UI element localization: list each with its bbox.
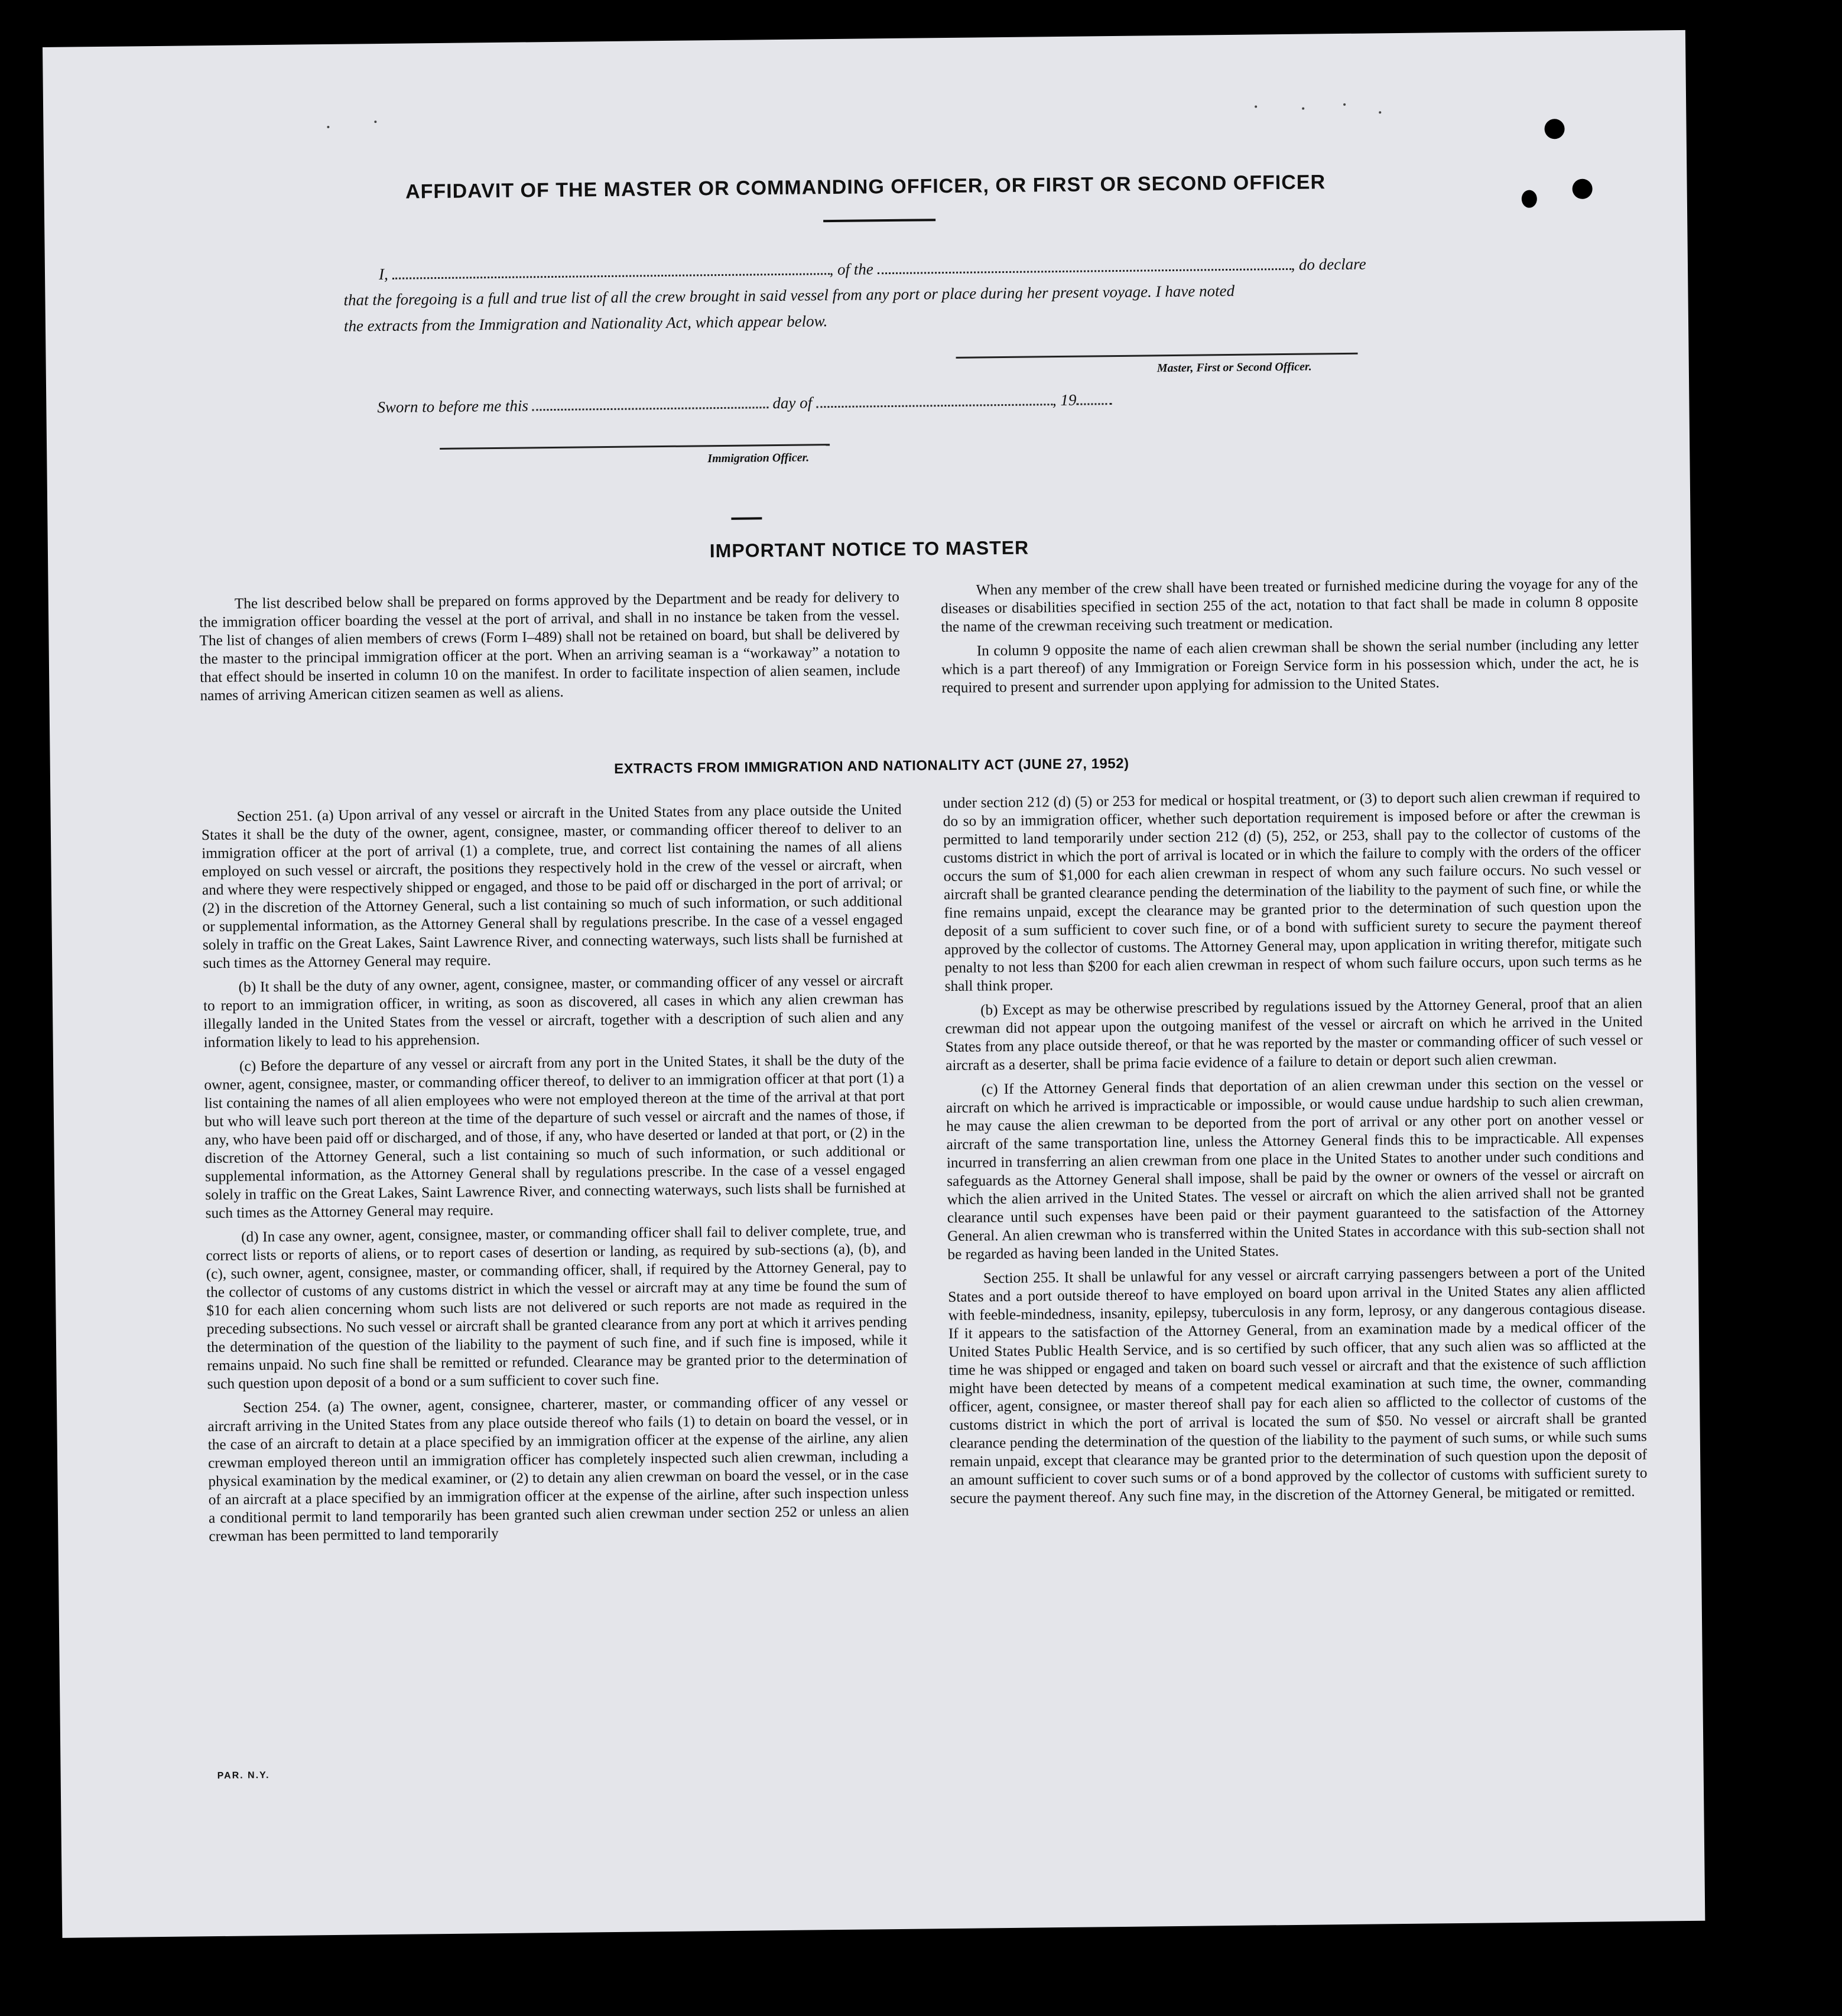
sworn-month-blank[interactable] xyxy=(816,401,1052,408)
page-title: AFFIDAVIT OF THE MASTER OR COMMANDING OFFICER, OR FIRST OR SECOND OFFICER xyxy=(405,171,1326,203)
day-of-label: day of xyxy=(772,394,813,412)
extract-paragraph: under section 212 (d) (5) or 253 for medical or hospital treatment, or (3) to deport such alien crewman if required to do so by an immigration officer, whether such deportation requirement is imposed before or after the crewman is permitted to land temporarily under section 212 (d) (5), 252, or 253, shall pay to the collector of customs of the customs district in which the port of arrival is located or in which the failure to comply with the orders of the officer occurs the sum of $1,000 for each alien crewman in respect of whom any such failure occurs. No such vessel or aircraft shall be granted clearance pending the determination of the liability to the payment of such fine, or while the fine remains unpaid, except the clearance may be granted prior to the determination of such question upon the deposit of a sum sufficient to cover such fine, or of a bond with sufficient surety to secure the payment thereof approved by the collector of customs. The Attorney General may, upon application in writing therefor, mitigate such penalty to not less than $200 for each alien crewman in respect of whom such failure occurs, upon such terms as he shall think proper. xyxy=(943,787,1642,995)
extract-paragraph: Section 255. It shall be unlawful for any vessel or aircraft carrying passengers between a port of the United States and a port outside thereof to have employed on board upon arrival in the United States any alien afflicted with feeble-mindedness, insanity, epilepsy, tuberculosis in any form, leprosy, or any dangerous contagious disease. If it appears to the satisfaction of the Attorney General, from an examination made by a medical officer of the United States Public Health Service, and is so certified by such officer, that any such alien was so afflicted at the time he was shipped or engaged and taken on board such vessel or aircraft and that the existence of such affliction might have been detected by means of a competent medical examination at such time, the owner, commanding officer, agent, consignee, or master thereof shall pay for each alien so afflicted to the collector of customs of the customs district in which the port of arrival is located the sum of $50. No vessel or aircraft shall be granted clearance pending the determination of the question of the liability to the payment of such sums, or while such sums remain unpaid, except that clearance may be granted prior to the determination of such question upon the deposit of an amount sufficient to cover such sums or of a bond approved by the collector of customs with sufficient surety to secure the payment thereof. Any such fine may, in the discretion of the Attorney General, be mitigated or remitted. xyxy=(948,1263,1648,1507)
notice-right-paragraph-1: When any member of the crew shall have been treated or furnished medicine during the voyage for any of the diseases or disabilities specified in section 255 of the act, notation to that fact shall be made in column 8 opposite the name of the crewman receiving such treatment or medication. xyxy=(940,574,1639,636)
document-page xyxy=(43,30,1705,1938)
extracts-right-column xyxy=(943,787,1648,1514)
do-declare-label: , do declare xyxy=(1291,255,1366,274)
extract-paragraph: (d) In case any owner, agent, consignee, master, or commanding officer shall fail to deliver complete, true, and correct lists or reports of aliens, or to report cases of desertion or landing, as required by sub-sections (a), (b), and (c), such owner, agent, consignee, master, or commanding officer, shall, if required by the Attorney General, pay to the collector of customs of any customs district in which the vessel or aircraft may at any time be found the sum of $10 for each alien concerning whom such lists are not delivered or such reports are not made as required in the preceding subsections. No such vessel or aircraft shall be granted clearance from any port at which it arrives pending the determination of the question of the liability to the payment of such fine, and if such fine is imposed, while it remains unpaid. No such fine shall be remitted or refunded. Clearance may be granted prior to the determination of such question upon deposit of a bond or a sum sufficient to cover such fine. xyxy=(206,1221,908,1393)
extract-paragraph: (b) It shall be the duty of any owner, agent, consignee, master, or commanding officer of any vessel or aircraft to report to an immigration officer, in writing, as soon as discovered, all cases in which any alien crewman has illegally landed in the United States from the vessel or aircraft, together with a description of such alien and any information likely to lead to his apprehension. xyxy=(203,971,904,1051)
of-the-label: , of the xyxy=(829,260,873,279)
affidavit-line-1 xyxy=(379,255,1366,284)
extract-paragraph: (c) If the Attorney General finds that deportation of an alien crewman under this section on the vessel or aircraft on which he arrived is impracticable or impossible, or would cause undue hardship to such alien crewman, he may cause the alien crewman to be deported from the port of arrival or any other port on another vessel or aircraft of the same transportation line, unless the Attorney General finds this to be impracticable. All expenses incurred in transferring an alien crewman from one place in the United States to another under such conditions and safeguards as the Attorney General shall impose, shall be paid by the owner or owners of the vessel or aircraft on which the alien arrived in the United States. The vessel or aircraft on which the alien arrived shall not be granted clearance until such expenses have been paid or their payment guaranteed to the satisfaction of the Attorney General. An alien crewman who is transferred within the United States in accordance with this sub-section shall not be regarded as having been landed in the United States. xyxy=(946,1074,1645,1263)
vessel-blank[interactable] xyxy=(878,266,1291,274)
immigration-officer-caption: Immigration Officer. xyxy=(707,451,810,466)
sworn-line xyxy=(377,391,1112,417)
section-divider xyxy=(731,517,762,520)
immigration-officer-signature-line[interactable] xyxy=(440,444,830,450)
extract-paragraph: (c) Before the departure of any vessel or aircraft from any port in the United States, it shall be the duty of the owner, agent, consignee, master, or commanding officer thereof, to deliver to an immigration officer at that port (1) a list containing the names of all alien employees who were not employed thereon at the time of the arrival at that port but who will leave such port thereon at the time of the departure of such vessel or aircraft and the names of those, if any, who have been paid off or discharged, and of those, if any, who have deserted or landed at that port, or (2) in the discretion of the Attorney General, such a list containing so much of such information, or such additional or supplemental information, as the Attorney General shall by regulations prescribe. In the case of a vessel engaged solely in traffic on the Great Lakes, Saint Lawrence River, and connecting waterways, such lists shall be furnished at such times as the Attorney General may require. xyxy=(204,1051,906,1222)
notice-right-column xyxy=(941,574,1639,703)
year-label: , 19 xyxy=(1052,391,1077,409)
title-rule xyxy=(823,219,935,222)
sworn-label: Sworn to before me this xyxy=(377,396,529,417)
punch-hole xyxy=(1544,119,1564,139)
extracts-heading: EXTRACTS FROM IMMIGRATION AND NATIONALITY ACT (JUNE 27, 1952) xyxy=(613,755,1129,777)
notice-right-paragraph-2: In column 9 opposite the name of each alien crewman shall be shown the serial number (including any letter which is a part thereof) of any Immigration or Foreign Service form in his possession which, under the act, he is required to present and surrender upon applying for admission to the United States. xyxy=(941,635,1639,697)
sworn-year-blank[interactable] xyxy=(1076,401,1112,405)
sworn-day-blank[interactable] xyxy=(532,404,769,411)
notice-left-column xyxy=(199,588,901,711)
master-caption: Master, First or Second Officer. xyxy=(1156,360,1312,375)
affidavit-line-2: that the foregoing is a full and true list of all the crew brought in said vessel from any port or place during her present voyage. I have noted xyxy=(343,281,1235,309)
extract-paragraph: Section 254. (a) The owner, agent, consignee, charterer, master, or commanding officer of any vessel or aircraft arriving in the United States from any place outside thereof who fails (1) to detain on board the vessel, or in the case of an aircraft to detain at a place specified by an immigration officer at the expense of the airline, any alien crewman employed thereon until an immigration officer has completely inspected such alien crewman, including a physical examination by the medical examiner, or (2) to detain any alien crewman on board the vessel, or in the case of an aircraft at a place specified by an immigration officer at the expense of the airline, after such inspection unless a conditional permit to land temporarily has been granted such alien crewman under section 252 or unless an alien crewman has been permitted to land temporarily xyxy=(207,1392,909,1545)
extract-paragraph: Section 251. (a) Upon arrival of any vessel or aircraft in the United States from any place outside the United States it shall be the duty of the owner, agent, consignee, master, or commanding officer thereof to deliver to an immigration officer at the port of arrival (1) a complete, true, and correct list containing the names of all aliens employed on such vessel or aircraft, the positions they respectively hold in the crew of the vessel or aircraft, when and where they were respectively shipped or engaged, and those to be paid off or discharged in the port of arrival; or (2) in the discretion of the Attorney General, such a list containing so much of such information, or such additional or supplemental information, as the Attorney General shall by regulations prescribe. In the case of a vessel engaged solely in traffic on the Great Lakes, Saint Lawrence River, and connecting waterways, such lists shall be furnished at such times as the Attorney General may require. xyxy=(201,801,904,972)
punch-hole xyxy=(1522,190,1537,208)
affidavit-line-3: the extracts from the Immigration and Nationality Act, which appear below. xyxy=(343,312,828,335)
name-blank[interactable] xyxy=(392,271,830,279)
extracts-left-column xyxy=(201,801,909,1552)
i-label: I, xyxy=(378,265,388,284)
notice-heading: IMPORTANT NOTICE TO MASTER xyxy=(709,536,1029,562)
printer-mark: PAR. N.Y. xyxy=(217,1770,270,1781)
extract-paragraph: (b) Except as may be otherwise prescribed by regulations issued by the Attorney General, proof that an alien crewman did not appear upon the outgoing manifest of the vessel or aircraft on which he arrived in the United States from any place outside thereof, or that he was reported by the master or commanding officer of such vessel or aircraft as a deserter, shall be prima facie evidence of a failure to detain or deport such alien crewman. xyxy=(945,994,1643,1074)
notice-left-paragraph: The list described below shall be prepared on forms approved by the Department and be ready for delivery to the immigration officer boarding the vessel at the port of arrival, and shall in no instance be taken from the vessel. The list of changes of alien members of crews (Form I–489) shall not be retained on board, but shall be delivered by the master to the principal immigration officer at the port. When an arriving seaman is a “workaway” a notation to that effect should be inserted in column 10 on the manifest. In order to facilitate inspection of alien seamen, include names of arriving American citizen seamen as well as aliens. xyxy=(199,588,901,704)
master-signature-line[interactable] xyxy=(956,353,1358,359)
